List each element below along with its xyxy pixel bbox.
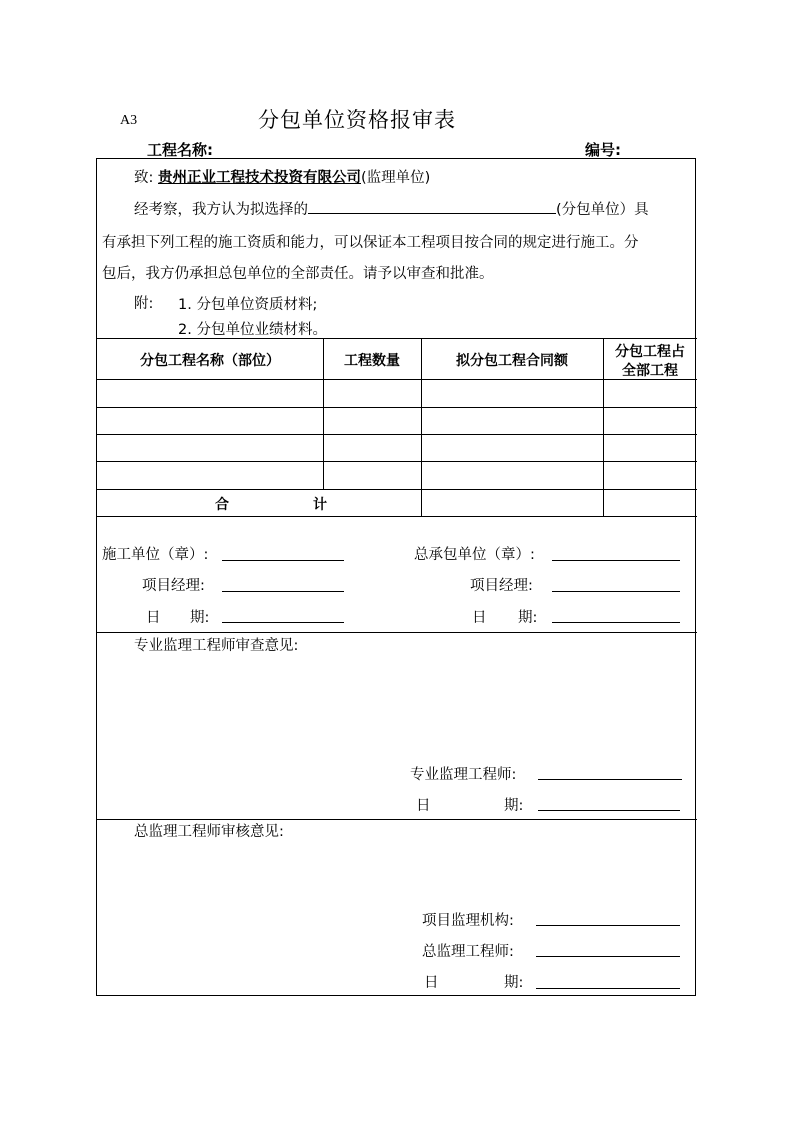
intro-line-2: 有承担下列工程的施工资质和能力，可以保证本工程项目按合同的规定进行施工。分 (102, 235, 639, 251)
intro-line-3: 包后，我方仍承担总包单位的全部责任。请予以审查和批准。 (102, 266, 494, 282)
total-label-he: 合 (215, 497, 229, 513)
specialist-date-label-2: 期: (504, 798, 524, 814)
specialist-date-blank[interactable] (538, 810, 680, 811)
table-bottom-rule (97, 516, 697, 517)
addressee-suffix: (监理单位) (361, 170, 431, 186)
intro-line-1-start: 经考察，我方认为拟选择的 (134, 202, 308, 218)
col-header-quantity: 工程数量 (344, 353, 400, 369)
gc-pm-label: 项目经理: (470, 578, 533, 594)
supervision-org-label: 项目监理机构: (422, 913, 514, 929)
specialist-date-label-1: 日 (416, 798, 431, 814)
contractor-date-label-1: 日 (146, 610, 161, 626)
gc-date-label-2: 期: (518, 610, 538, 626)
supervision-org-blank[interactable] (536, 925, 680, 926)
addressee-prefix: 致: (134, 170, 154, 186)
gc-seal-blank[interactable] (552, 560, 680, 561)
contractor-date-label-2: 期: (190, 610, 210, 626)
form-title: 分包单位资格报审表 (258, 108, 456, 132)
intro-line-1-end: (分包单位）具 (556, 202, 649, 218)
table-row-rule (97, 461, 697, 462)
subcontractor-name-blank[interactable] (308, 199, 556, 214)
attachment-item-1: 1. 分包单位资质材料; (178, 297, 318, 313)
gc-pm-blank[interactable] (552, 591, 680, 592)
gc-date-blank[interactable] (552, 622, 680, 623)
attachments-label: 附: (134, 296, 154, 312)
table-row-rule (97, 489, 697, 490)
addressee-company: 贵州正业工程技术投资有限公司 (158, 170, 361, 186)
chief-engineer-blank[interactable] (536, 956, 680, 957)
col-header-amount: 拟分包工程合同额 (456, 353, 568, 369)
col-header-name: 分包工程名称（部位） (140, 353, 280, 369)
project-name-label: 工程名称: (147, 141, 213, 159)
specialist-engineer-label: 专业监理工程师: (410, 767, 517, 783)
chief-date-label-1: 日 (424, 975, 439, 991)
specialist-engineer-blank[interactable] (538, 779, 682, 780)
table-row-rule (97, 434, 697, 435)
attachment-item-2: 2. 分包单位业绩材料。 (178, 322, 327, 338)
contractor-pm-blank[interactable] (222, 591, 344, 592)
intro-line-1 (134, 198, 649, 219)
gc-date-label-1: 日 (472, 610, 487, 626)
col-header-share-line2: 全部工程 (622, 363, 678, 379)
section-divider (97, 632, 697, 633)
contractor-date-blank[interactable] (222, 622, 344, 623)
form-code: A3 (120, 113, 138, 128)
table-row-rule (97, 407, 697, 408)
chief-date-label-2: 期: (504, 975, 524, 991)
chief-date-blank[interactable] (536, 988, 680, 989)
number-label: 编号: (585, 141, 621, 159)
specialist-review-heading: 专业监理工程师审查意见: (134, 638, 299, 654)
gc-seal-label: 总承包单位（章）: (414, 547, 535, 563)
total-label-ji: 计 (313, 497, 327, 513)
contractor-seal-label: 施工单位（章）: (102, 547, 209, 563)
col-header-share-line1: 分包工程占 (615, 344, 685, 360)
addressee-line (134, 166, 430, 187)
chief-review-heading: 总监理工程师审核意见: (134, 824, 284, 840)
contractor-seal-blank[interactable] (222, 560, 344, 561)
contractor-pm-label: 项目经理: (142, 578, 205, 594)
chief-engineer-label: 总监理工程师: (422, 944, 514, 960)
